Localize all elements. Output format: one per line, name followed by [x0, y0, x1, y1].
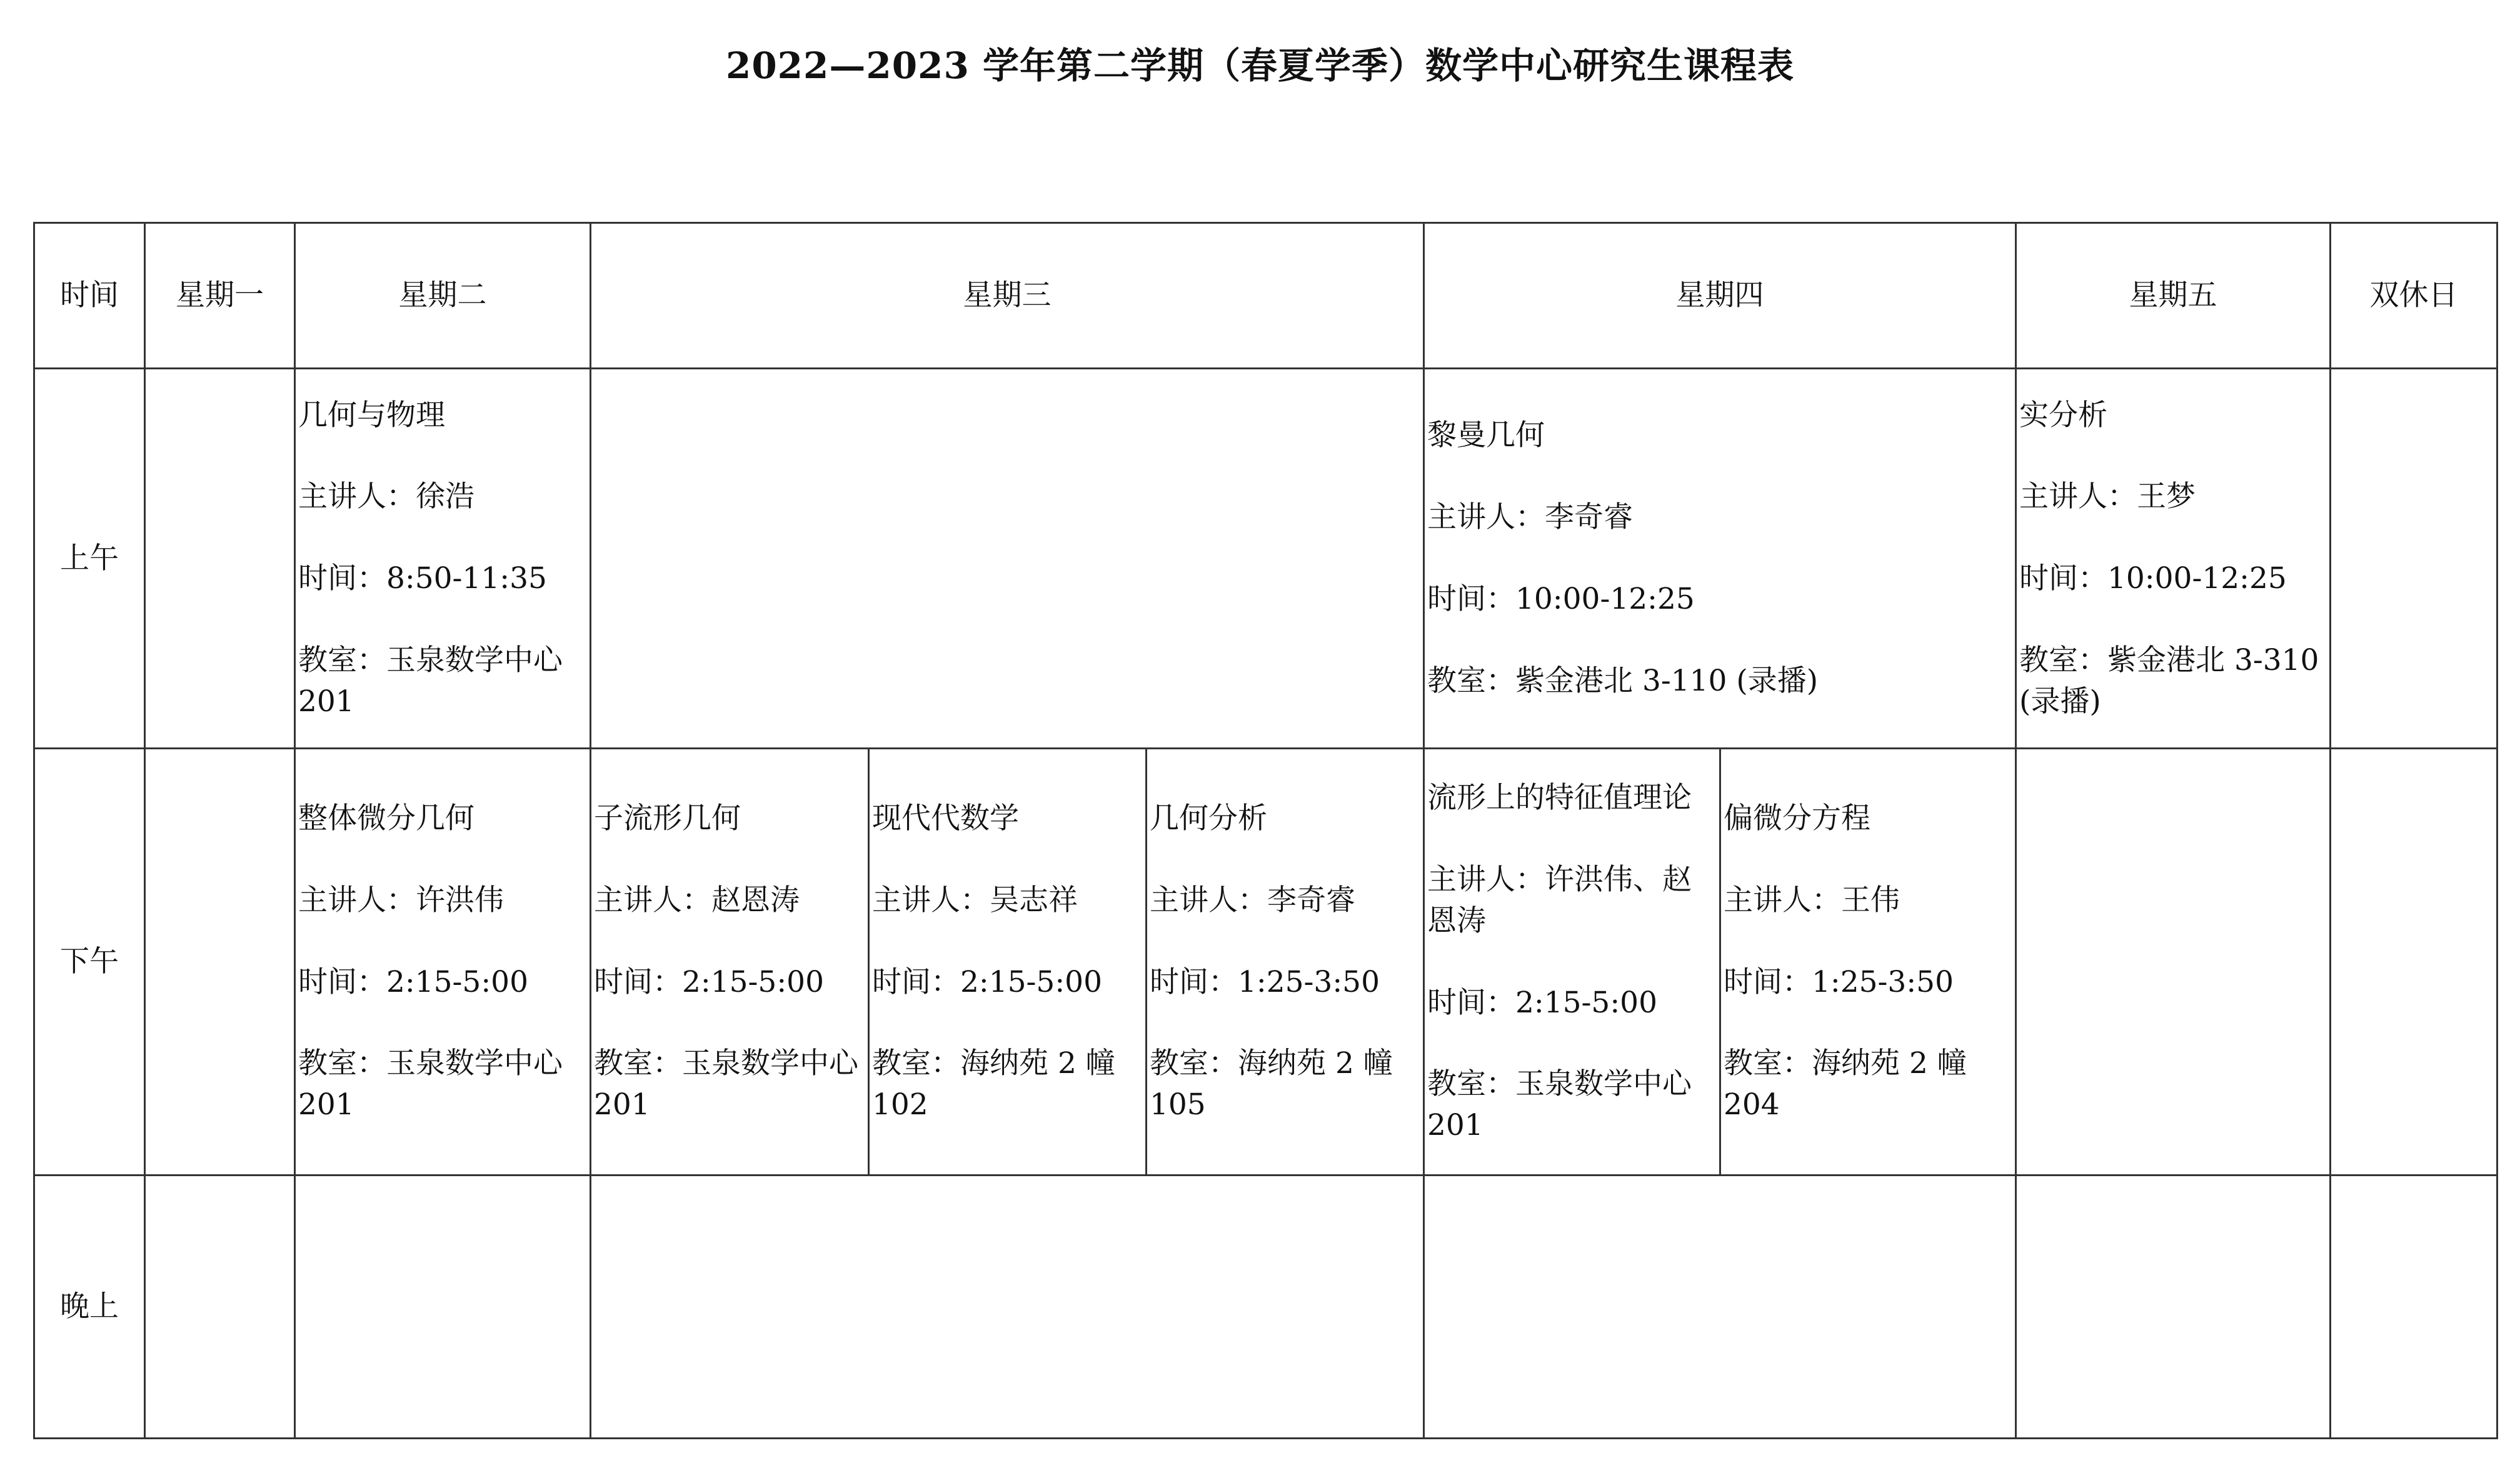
course-time: 时间：1:25-3:50: [1724, 964, 1954, 999]
cell-wed-afternoon-2: [869, 749, 1147, 1176]
course-time: 时间：2:15-5:00: [594, 964, 824, 999]
cell-mon-evening: [145, 1176, 295, 1439]
cell-tue-afternoon: [295, 749, 591, 1176]
course-room: 教室：紫金港北 3-310 (录播): [2019, 642, 2319, 719]
course-time: 时间：2:15-5:00: [872, 964, 1102, 999]
schedule-table: [33, 222, 2498, 1439]
period-afternoon: 下午: [34, 749, 145, 1176]
course-time: 时间：10:00-12:25: [2019, 561, 2287, 596]
course-name: 整体微分几何: [298, 801, 474, 836]
course-lecturer: 主讲人：徐浩: [298, 479, 474, 514]
cell-fri-afternoon: [2016, 749, 2331, 1176]
course-room: 教室：海纳苑 2 幢 102: [872, 1046, 1115, 1122]
cell-wed-evening: [591, 1176, 1424, 1439]
course-time: 时间：8:50-11:35: [298, 561, 547, 596]
cell-wed-afternoon-1: [591, 749, 869, 1176]
course-time: 时间：2:15-5:00: [1427, 985, 1657, 1020]
course-block: [296, 798, 590, 1126]
cell-tue-morning: [295, 369, 591, 749]
course-name: 几何与物理: [298, 397, 445, 432]
course-block: [870, 798, 1145, 1126]
course-lecturer: 主讲人：李奇睿: [1150, 882, 1355, 917]
header-thursday: 星期四: [1424, 223, 2016, 369]
course-block: [2017, 395, 2329, 722]
course-room: 教室：玉泉数学中心 201: [594, 1046, 858, 1122]
course-name: 现代代数学: [872, 801, 1019, 836]
course-block: [591, 798, 868, 1126]
cell-weekend-afternoon: [2331, 749, 2497, 1176]
course-block: [1147, 798, 1423, 1126]
course-lecturer: 主讲人：王伟: [1724, 882, 1900, 917]
cell-mon-afternoon: [145, 749, 295, 1176]
course-name: 子流形几何: [594, 801, 741, 836]
cell-fri-morning: [2016, 369, 2331, 749]
course-name: 黎曼几何: [1427, 418, 1545, 453]
afternoon-row: [34, 749, 2497, 1176]
course-name: 偏微分方程: [1724, 801, 1870, 836]
course-lecturer: 主讲人：赵恩涛: [594, 882, 800, 917]
page-title: 2022—2023 学年第二学期（春夏学季）数学中心研究生课程表: [725, 44, 1795, 87]
cell-mon-morning: [145, 369, 295, 749]
course-name: 流形上的特征值理论: [1427, 781, 1692, 816]
course-lecturer: 主讲人：许洪伟、赵恩涛: [1427, 862, 1692, 938]
cell-wed-morning: [591, 369, 1424, 749]
course-room: 教室：海纳苑 2 幢 204: [1724, 1046, 1967, 1122]
course-room: 教室：紫金港北 3-110 (录播): [1427, 663, 1819, 698]
header-tuesday: 星期二: [295, 223, 591, 369]
course-room: 教室：玉泉数学中心 201: [1427, 1067, 1692, 1143]
header-wednesday: 星期三: [591, 223, 1424, 369]
cell-fri-evening: [2016, 1176, 2331, 1439]
course-block: [1721, 798, 2015, 1126]
course-name: 几何分析: [1150, 801, 1267, 836]
course-block: [1425, 415, 2015, 701]
cell-thu-morning: [1424, 369, 2016, 749]
header-time: 时间: [34, 223, 145, 369]
cell-tue-evening: [295, 1176, 591, 1439]
cell-wed-afternoon-3: [1147, 749, 1424, 1176]
period-evening: 晚上: [34, 1176, 145, 1439]
course-name: 实分析: [2019, 397, 2107, 432]
course-lecturer: 主讲人：李奇睿: [1427, 500, 1633, 535]
course-lecturer: 主讲人：许洪伟: [298, 882, 504, 917]
course-lecturer: 主讲人：吴志祥: [872, 882, 1078, 917]
course-time: 时间：10:00-12:25: [1427, 582, 1695, 616]
course-block: [1425, 777, 1719, 1146]
cell-weekend-morning: [2331, 369, 2497, 749]
morning-row: [34, 369, 2497, 749]
course-room: 教室：玉泉数学中心 201: [298, 642, 563, 719]
evening-row: [34, 1176, 2497, 1439]
cell-weekend-evening: [2331, 1176, 2497, 1439]
cell-thu-afternoon-2: [1720, 749, 2016, 1176]
header-monday: 星期一: [145, 223, 295, 369]
course-room: 教室：玉泉数学中心 201: [298, 1046, 563, 1122]
header-row: [34, 223, 2497, 369]
course-lecturer: 主讲人：王梦: [2019, 479, 2196, 514]
course-room: 教室：海纳苑 2 幢 105: [1150, 1046, 1393, 1122]
header-friday: 星期五: [2016, 223, 2331, 369]
period-morning: 上午: [34, 369, 145, 749]
course-time: 时间：2:15-5:00: [298, 964, 528, 999]
cell-thu-evening: [1424, 1176, 2016, 1439]
header-weekend: 双休日: [2331, 223, 2497, 369]
cell-thu-afternoon-1: [1424, 749, 1720, 1176]
course-time: 时间：1:25-3:50: [1150, 964, 1380, 999]
course-block: [296, 395, 590, 722]
